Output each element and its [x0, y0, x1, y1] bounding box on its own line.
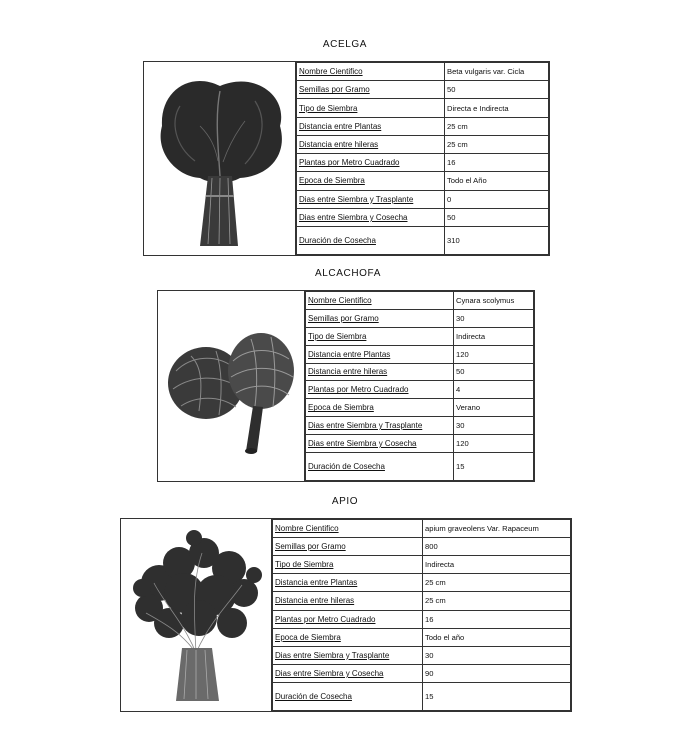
row-label: Distancia entre hileras: [273, 592, 423, 610]
row-value: 90: [423, 664, 571, 682]
row-label: Plantas por Metro Cuadrado: [306, 381, 454, 399]
table-row: [273, 646, 571, 664]
row-value: 0: [445, 190, 549, 208]
table-row: [273, 664, 571, 682]
table-row: [273, 592, 571, 610]
table-row: [273, 556, 571, 574]
row-value: 16: [445, 154, 549, 172]
row-value: 30: [454, 417, 534, 435]
row-label: Semillas por Gramo: [306, 309, 454, 327]
row-label: Dias entre Siembra y Cosecha: [297, 208, 445, 226]
table-row: [306, 363, 534, 381]
table-row: [297, 63, 549, 81]
row-label: Plantas por Metro Cuadrado: [273, 610, 423, 628]
row-label: Tipo de Siembra: [273, 556, 423, 574]
card-apio: [120, 518, 572, 712]
row-label: Dias entre Siembra y Trasplante: [297, 190, 445, 208]
row-value: Verano: [454, 399, 534, 417]
row-value: 16: [423, 610, 571, 628]
row-label: Plantas por Metro Cuadrado: [297, 154, 445, 172]
table-row: [297, 99, 549, 117]
row-value: Todo el Año: [445, 172, 549, 190]
row-label: Dias entre Siembra y Trasplante: [306, 417, 454, 435]
table-row: [297, 135, 549, 153]
row-value: 50: [445, 208, 549, 226]
row-value: 25 cm: [445, 135, 549, 153]
row-value: 50: [454, 363, 534, 381]
specs-table-apio: [272, 519, 571, 711]
row-value: 25 cm: [423, 574, 571, 592]
row-label: Tipo de Siembra: [297, 99, 445, 117]
row-value: Beta vulgaris var. Cicla: [445, 63, 549, 81]
row-label: Epoca de Siembra: [306, 399, 454, 417]
row-label: Duración de Cosecha: [306, 453, 454, 481]
table-row: [306, 435, 534, 453]
row-label: Dias entre Siembra y Cosecha: [273, 664, 423, 682]
row-label: Semillas por Gramo: [297, 81, 445, 99]
celery-photo: [121, 519, 272, 711]
table-row: [273, 574, 571, 592]
row-value: 15: [454, 453, 534, 481]
row-value: 120: [454, 345, 534, 363]
row-label: Nombre Cientifico: [306, 292, 454, 310]
row-label: Distancia entre hileras: [306, 363, 454, 381]
row-label: Distancia entre Plantas: [273, 574, 423, 592]
specs-table-acelga: [296, 62, 549, 255]
section-title-alcachofa: ALCACHOFA: [315, 268, 381, 279]
table-row: [273, 683, 571, 711]
row-value: 120: [454, 435, 534, 453]
chard-leaf-photo: [144, 62, 296, 255]
table-row: [273, 610, 571, 628]
table-row: [306, 345, 534, 363]
row-value: 4: [454, 381, 534, 399]
table-row: [297, 154, 549, 172]
table-row: [306, 381, 534, 399]
table-row: [273, 538, 571, 556]
row-value: Todo el año: [423, 628, 571, 646]
table-row: [306, 399, 534, 417]
table-row: [297, 190, 549, 208]
row-label: Nombre Cientifico: [297, 63, 445, 81]
specs-table-alcachofa: [305, 291, 534, 481]
artichoke-photo: [158, 291, 305, 481]
table-row: [306, 327, 534, 345]
row-value: 800: [423, 538, 571, 556]
row-label: Nombre Cientifico: [273, 520, 423, 538]
table-row: [297, 208, 549, 226]
table-row: [306, 417, 534, 435]
row-value: 310: [445, 227, 549, 255]
row-label: Semillas por Gramo: [273, 538, 423, 556]
row-label: Epoca de Siembra: [297, 172, 445, 190]
table-row: [297, 81, 549, 99]
table-row: [297, 117, 549, 135]
table-row: [306, 292, 534, 310]
row-label: Duración de Cosecha: [297, 227, 445, 255]
row-value: 30: [423, 646, 571, 664]
row-label: Distancia entre hileras: [297, 135, 445, 153]
section-title-acelga: ACELGA: [322, 39, 368, 50]
table-row: [297, 227, 549, 255]
row-label: Distancia entre Plantas: [297, 117, 445, 135]
table-row: [306, 453, 534, 481]
row-value: 25 cm: [423, 592, 571, 610]
row-label: Epoca de Siembra: [273, 628, 423, 646]
row-value: 30: [454, 309, 534, 327]
row-value: 50: [445, 81, 549, 99]
table-row: [273, 628, 571, 646]
row-label: Distancia entre Plantas: [306, 345, 454, 363]
table-row: [306, 309, 534, 327]
row-value: 15: [423, 683, 571, 711]
card-acelga: [143, 61, 550, 256]
row-value: Cynara scolymus: [454, 292, 534, 310]
section-title-apio: APIO: [331, 496, 359, 507]
card-alcachofa: [157, 290, 535, 482]
table-row: [273, 520, 571, 538]
row-label: Duración de Cosecha: [273, 683, 423, 711]
row-value: apium graveolens Var. Rapaceum: [423, 520, 571, 538]
row-value: Indirecta: [454, 327, 534, 345]
row-label: Tipo de Siembra: [306, 327, 454, 345]
table-row: [297, 172, 549, 190]
row-value: Directa e Indirecta: [445, 99, 549, 117]
row-value: Indirecta: [423, 556, 571, 574]
row-label: Dias entre Siembra y Cosecha: [306, 435, 454, 453]
row-value: 25 cm: [445, 117, 549, 135]
row-label: Dias entre Siembra y Trasplante: [273, 646, 423, 664]
